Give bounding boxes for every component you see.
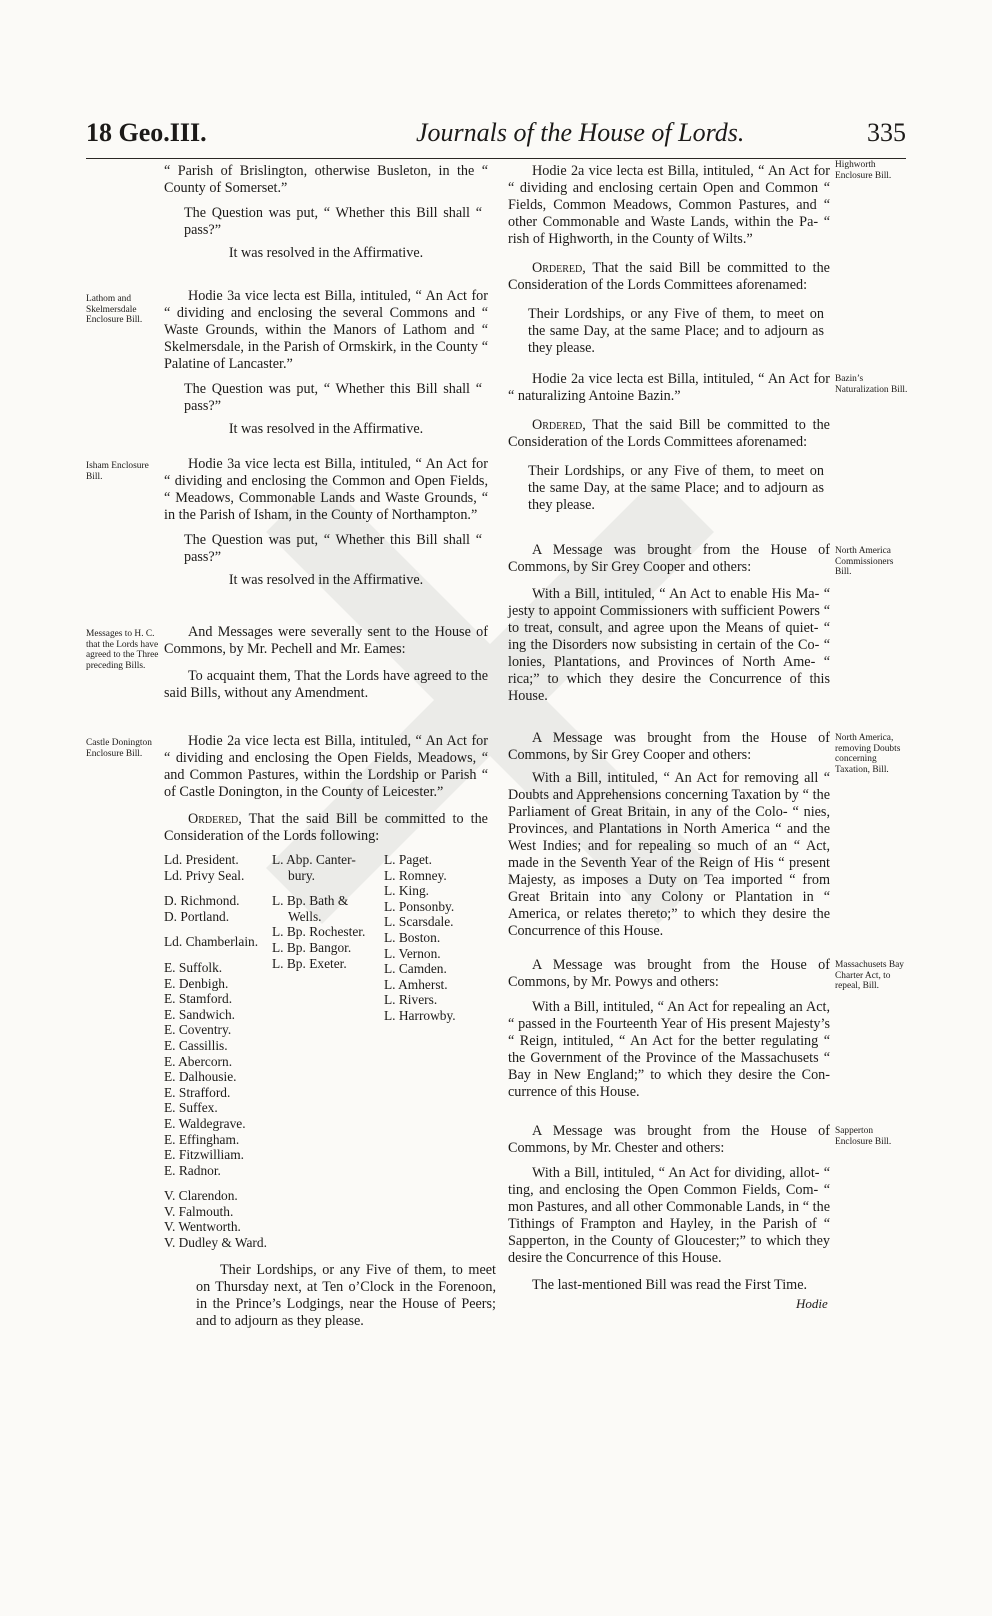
left-block-messages <box>164 624 488 702</box>
lords-col-2 <box>272 852 365 971</box>
journal-title: Journals of the House of Lords. <box>416 118 745 147</box>
lord-entry: E. Denbigh. <box>164 975 229 991</box>
lord-entry: L. Bp. Exeter. <box>272 955 347 971</box>
left-block-lathom <box>164 288 488 438</box>
lord-entry: V. Dudley & Ward. <box>164 1235 267 1251</box>
lord-entry: E. Waldegrave. <box>164 1115 246 1131</box>
lord-entry: L. Paget. <box>384 852 432 867</box>
left-block-meeting <box>196 1262 496 1330</box>
paragraph: Hodie 3a vice lecta est Billa, intituled, “ An Act for “ dividing and enclosing the several Commons and “ Waste Grounds, within the Manors of Lathom and “ Skelmersdale, in the Parish of Ormskirk, in the County “ Palatine of Lancaster.” <box>164 288 488 372</box>
lord-entry: L. Amherst. <box>384 976 448 992</box>
question: The Question was put, “ Whether this Bill shall “ pass?” <box>184 532 482 565</box>
lord-entry: Ld. President. <box>164 852 239 867</box>
page-number: 335 <box>867 118 906 147</box>
paragraph: To acquaint them, That the Lords have agreed to the said Bills, without any Amendment. <box>164 668 488 701</box>
lord-entry: E. Suffex. <box>164 1100 218 1116</box>
regnal-year: 18 Geo.III. <box>86 118 207 147</box>
lord-entry: L. Rivers. <box>384 992 438 1008</box>
margin-note: Castle Donington Enclosure Bill. <box>86 738 152 759</box>
lords-col-3 <box>384 852 456 1024</box>
paragraph <box>508 417 830 451</box>
paragraph <box>508 260 830 294</box>
margin-note: Lathom and Skelmersdale Enclosure Bill. <box>86 294 143 325</box>
lord-entry: Ld. Privy Seal. <box>164 867 245 883</box>
resolution: It was resolved in the Affirmative. <box>228 572 424 588</box>
lord-entry: V. Wentworth. <box>164 1219 241 1235</box>
right-block-sapperton <box>508 1123 830 1294</box>
paragraph: “ Parish of Brislington, otherwise Busleton, in the “ County of Somerset.” <box>164 163 488 196</box>
lord-entry: bury. <box>288 867 316 883</box>
paragraph <box>164 811 488 845</box>
lord-entry: E. Fitzwilliam. <box>164 1147 244 1163</box>
right-block-taxation <box>508 730 830 940</box>
paragraph: With a Bill, intituled, “ An Act for removing all “ Doubts and Apprehensions concerning Taxation by “ the Parliament of Great Britain, in any of the Colo- “ nies, Provinces, and Plantations in North America “ and the West Indies; and for repealing so much of an “ Act, made in the Seventh Year of the Reign of His “ present Majesty, as imposes a Duty on Tea imported “ from Great Britain into any Colony or Plantation in “ America, or relates thereto;” to which they desire the Concurrence of this House. <box>508 770 830 939</box>
ordered-lead: Ordered, <box>532 260 586 276</box>
right-block-highworth <box>508 163 830 357</box>
paragraph: Hodie 2a vice lecta est Billa, intituled, “ An Act for “ dividing and enclosing the Open Fields, Meadows, “ and Common Pastures, within the Lordship or Parish “ of Castle Donington, in the County of Leicester.” <box>164 733 488 800</box>
lord-entry: L. Vernon. <box>384 945 441 961</box>
lord-entry: E. Coventry. <box>164 1022 232 1038</box>
lord-entry: L. Harrowby. <box>384 1007 456 1023</box>
catchword: Hodie <box>796 1296 828 1311</box>
ordered-lead: Ordered, <box>532 417 586 433</box>
margin-note: Highworth Enclosure Bill. <box>835 160 892 181</box>
lord-entry: L. Bp. Rochester. <box>272 924 366 940</box>
lord-entry: Ld. Chamberlain. <box>164 934 259 950</box>
paragraph: A Message was brought from the House of Commons, by Sir Grey Cooper and others: <box>508 542 830 575</box>
margin-note: Isham Enclosure Bill. <box>86 461 149 482</box>
lord-entry: L. Boston. <box>384 929 441 945</box>
resolution: It was resolved in the Affirmative. <box>228 421 424 437</box>
lord-entry: E. Suffolk. <box>164 959 223 975</box>
ordered-text: That the said Bill be committed to the Consideration of the Lords Committees aforenamed: <box>508 260 830 293</box>
left-column <box>164 163 488 262</box>
right-block-bazin <box>508 371 830 514</box>
lord-entry: E. Sandwich. <box>164 1006 236 1022</box>
paragraph: With a Bill, intituled, “ An Act for dividing, allot- “ ting, and enclosing the Open Common Fields, Com- “ mon Pastures, and all other Commonable Lands, in “ the Tithings of Frampton and Hayley, in the Parish of “ Sapperton, in the County of Gloucester;” to which they desire the Concurrence of this House. <box>508 1165 830 1266</box>
lord-entry: L. King. <box>384 883 430 899</box>
margin-note: Massachusets Bay Charter Act, to repeal, Bill. <box>835 960 904 991</box>
lord-entry: L. Bp. Bath & <box>272 893 349 909</box>
question: The Question was put, “ Whether this Bill shall “ pass?” <box>184 205 482 238</box>
page-header <box>86 118 906 159</box>
lord-entry: D. Richmond. <box>164 893 240 909</box>
margin-note: Messages to H. C. that the Lords have agreed to the Three preceding Bills. <box>86 629 159 671</box>
lord-entry: E. Cassillis. <box>164 1037 228 1053</box>
lord-entry: L. Ponsonby. <box>384 898 455 914</box>
paragraph: Hodie 2a vice lecta est Billa, intituled, “ An Act for “ naturalizing Antoine Bazin.” <box>508 371 830 404</box>
right-block-commissioners <box>508 542 830 705</box>
paragraph: A Message was brought from the House of Commons, by Sir Grey Cooper and others: <box>508 730 830 763</box>
paragraph: And Messages were severally sent to the House of Commons, by Mr. Pechell and Mr. Eames: <box>164 624 488 657</box>
paragraph: Their Lordships, or any Five of them, to meet on the same Day, at the same Place; and to adjourn as they please. <box>528 306 824 356</box>
lord-entry: L. Romney. <box>384 867 447 883</box>
lords-col-1 <box>164 852 267 1251</box>
margin-note: North America Commissioners Bill. <box>835 546 894 577</box>
paragraph: A Message was brought from the House of Commons, by Mr. Powys and others: <box>508 957 830 990</box>
lord-entry: E. Abercorn. <box>164 1053 233 1069</box>
paragraph: With a Bill, intituled, “ An Act for repealing an Act, “ passed in the Fourteenth Year of His present Majesty’s “ Reign, intituled, “ An Act for the better regulating “ the Government of the Province of the Massachusets “ Bay in New England;” to which they desire the Con- currence of this House. <box>508 999 830 1100</box>
paragraph: Their Lordships, or any Five of them, to meet on the same Day, at the same Place; and to adjourn as they please. <box>528 463 824 513</box>
paragraph: The last-mentioned Bill was read the First Time. <box>532 1277 808 1293</box>
lord-entry: L. Scarsdale. <box>384 914 454 930</box>
lord-entry: L. Camden. <box>384 961 447 977</box>
lord-entry: E. Radnor. <box>164 1162 221 1178</box>
ordered-text: That the said Bill be committed to the Consideration of the Lords Committees aforenamed: <box>508 417 830 450</box>
paragraph: Hodie 2a vice lecta est Billa, intituled, “ An Act for “ dividing and enclosing certain Open and Common “ Fields, Common Meadows, Common Pastures, and “ other Commonable and Waste Lands, within the Pa- “ rish of Highworth, in the County of Wilts.” <box>508 163 830 247</box>
lord-entry: E. Strafford. <box>164 1084 231 1100</box>
paragraph: Their Lordships, or any Five of them, to meet on Thursday next, at Ten o’Clock in the Forenoon, in the Prince’s Lodgings, near the House of Peers; and to adjourn as they please. <box>196 1262 496 1329</box>
margin-note: Sapperton Enclosure Bill. <box>835 1126 892 1147</box>
paragraph: A Message was brought from the House of Commons, by Mr. Chester and others: <box>508 1123 830 1156</box>
lord-entry: L. Bp. Bangor. <box>272 939 352 955</box>
right-block-massachusets <box>508 957 830 1101</box>
resolution: It was resolved in the Affirmative. <box>228 245 424 261</box>
lord-entry: D. Portland. <box>164 908 230 924</box>
lord-entry: E. Effingham. <box>164 1131 240 1147</box>
paragraph: Hodie 3a vice lecta est Billa, intituled, “ An Act for “ dividing and enclosing the Common and Open Fields, “ Meadows, Commonable Lands and Waste Grounds, “ in the Parish of Isham, in the County of Northampton.” <box>164 456 488 523</box>
lord-entry: V. Falmouth. <box>164 1203 234 1219</box>
margin-note: Bazin’s Naturalization Bill. <box>835 374 908 395</box>
paragraph: With a Bill, intituled, “ An Act to enable His Ma- “ jesty to appoint Commissioners with sufficient Powers “ to treat, consult, and agree upon the Means of quiet- “ ing the Disorders now subsisting in certain of the Co- “ lonies, Plantations, and Provinces of North Ame- “ rica;” to which they desire the Concurrence of this House. <box>508 586 830 704</box>
lord-entry: Wells. <box>288 908 322 924</box>
lord-entry: E. Stamford. <box>164 991 233 1007</box>
left-block-castle-donington <box>164 733 488 845</box>
left-block-isham <box>164 456 488 589</box>
ordered-lead: Ordered, <box>188 811 242 827</box>
question: The Question was put, “ Whether this Bill shall “ pass?” <box>184 381 482 414</box>
ordered-text: That the said Bill be committed to the Consideration of the Lords following: <box>164 811 488 844</box>
lord-entry: E. Dalhousie. <box>164 1069 237 1085</box>
margin-note: North America, removing Doubts concerning Taxation, Bill. <box>835 733 901 775</box>
lord-entry: V. Clarendon. <box>164 1188 238 1204</box>
lord-entry: L. Abp. Canter- <box>272 852 356 867</box>
